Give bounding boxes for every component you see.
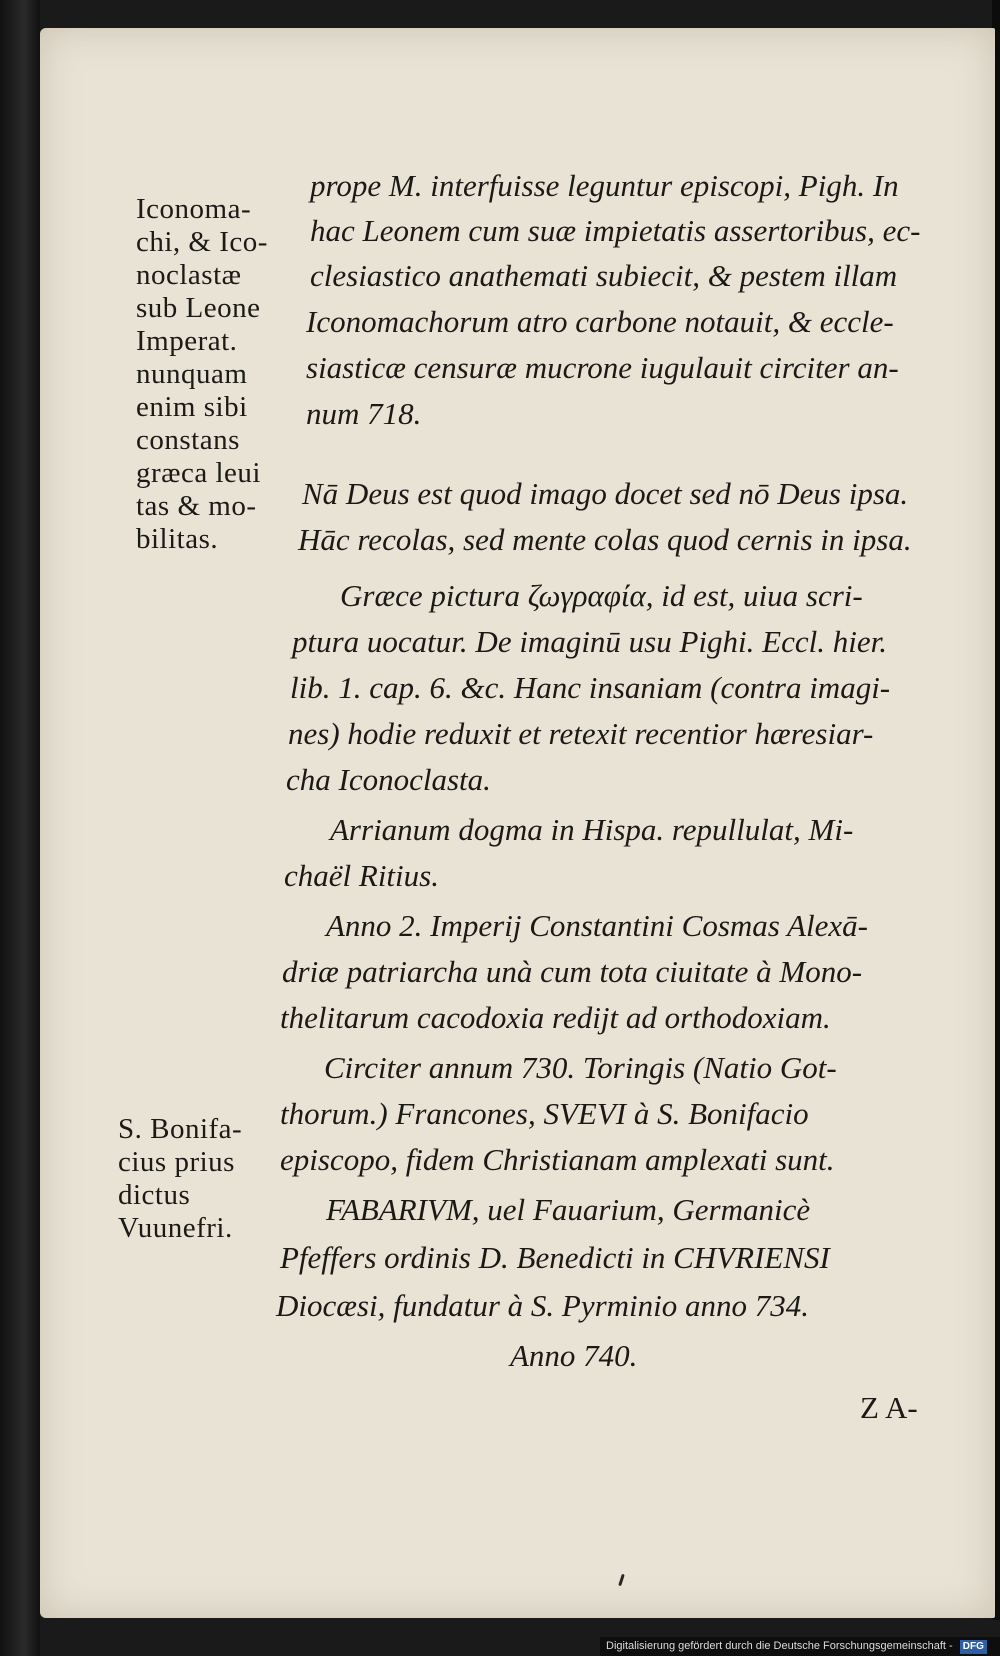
body-line: thelitarum cacodoxia redijt ad orthodoxiam. — [280, 1000, 831, 1035]
margin-note-line: dictus — [118, 1179, 191, 1211]
body-line: nes) hodie reduxit et retexit recentior hæresiar- — [288, 716, 874, 751]
body-line: num 718. — [306, 396, 422, 431]
body-line: prope M. interfuisse leguntur episcopi, Pigh. In — [310, 168, 899, 203]
body-line: Circiter annum 730. Toringis (Natio Got- — [324, 1050, 837, 1085]
margin-note-line: Imperat. — [136, 325, 238, 357]
margin-note-iconomachi — [136, 193, 268, 556]
body-line: cha Iconoclasta. — [286, 762, 491, 797]
margin-note-line: noclastæ — [136, 259, 242, 291]
margin-note-line: sub Leone — [136, 292, 261, 324]
body-line: lib. 1. cap. 6. &c. Hanc insaniam (contra imagi- — [290, 670, 891, 705]
body-line: Diocæsi, fundatur à S. Pyrminio anno 734. — [276, 1288, 810, 1323]
footer-text: Digitalisierung gefördert durch die Deutsche Forschungsgemeinschaft - — [606, 1640, 953, 1652]
body-line: clesiastico anathemati subiecit, & pestem illam — [310, 258, 898, 293]
catchword: Z A- — [860, 1390, 918, 1425]
verse-line: Hāc recolas, sed mente colas quod cernis in ipsa. — [298, 522, 912, 557]
body-line: Arrianum dogma in Hispa. repullulat, Mi- — [330, 812, 854, 847]
footer-bar — [600, 1637, 1000, 1656]
margin-note-line: nunquam — [136, 358, 248, 390]
margin-note-line: cius prius — [118, 1146, 235, 1178]
body-line: hac Leonem cum suæ impietatis assertoribus, ec- — [310, 213, 921, 248]
ink-mark — [618, 1574, 625, 1586]
body-line: FABARIVM, uel Fauarium, Germanicè — [326, 1192, 811, 1227]
margin-note-line: S. Bonifa- — [118, 1113, 243, 1145]
body-line: Anno 2. Imperij Constantini Cosmas Alexā- — [326, 908, 868, 943]
body-line: driæ patriarcha unà cum tota ciuitate à Mono- — [282, 954, 863, 989]
margin-note-line: constans — [136, 424, 240, 456]
body-line: ptura uocatur. De imaginū usu Pighi. Eccl. hier. — [292, 624, 887, 659]
margin-note-line: græca leui — [136, 457, 261, 489]
book-page — [40, 28, 995, 1618]
book-spine-shadow — [0, 0, 40, 1656]
margin-note-line: tas & mo- — [136, 490, 257, 522]
dfg-logo: DFG — [960, 1640, 987, 1654]
body-line: siasticæ censuræ mucrone iugulauit circiter an- — [306, 350, 899, 385]
body-line: Pfeffers ordinis D. Benedicti in CHVRIENSI — [280, 1240, 830, 1275]
body-line: thorum.) Francones, SVEVI à S. Bonifacio — [280, 1096, 809, 1131]
body-line: Græce pictura ζωγραφία, id est, uiua scri- — [340, 578, 863, 613]
margin-note-line: enim sibi — [136, 391, 248, 423]
margin-note-line: bilitas. — [136, 523, 219, 555]
margin-note-line: chi, & Ico- — [136, 226, 268, 258]
body-line: episcopo, fidem Christianam amplexati sunt. — [280, 1142, 835, 1177]
margin-note-bonifacius — [118, 1113, 242, 1245]
body-line: chaël Ritius. — [284, 858, 439, 893]
verse-line: Nā Deus est quod imago docet sed nō Deus ipsa. — [302, 476, 909, 511]
section-heading: Anno 740. — [510, 1338, 638, 1373]
body-line: Iconomachorum atro carbone notauit, & eccle- — [306, 304, 894, 339]
margin-note-line: Vuunefri. — [118, 1212, 233, 1244]
margin-note-line: Iconoma- — [136, 193, 252, 225]
